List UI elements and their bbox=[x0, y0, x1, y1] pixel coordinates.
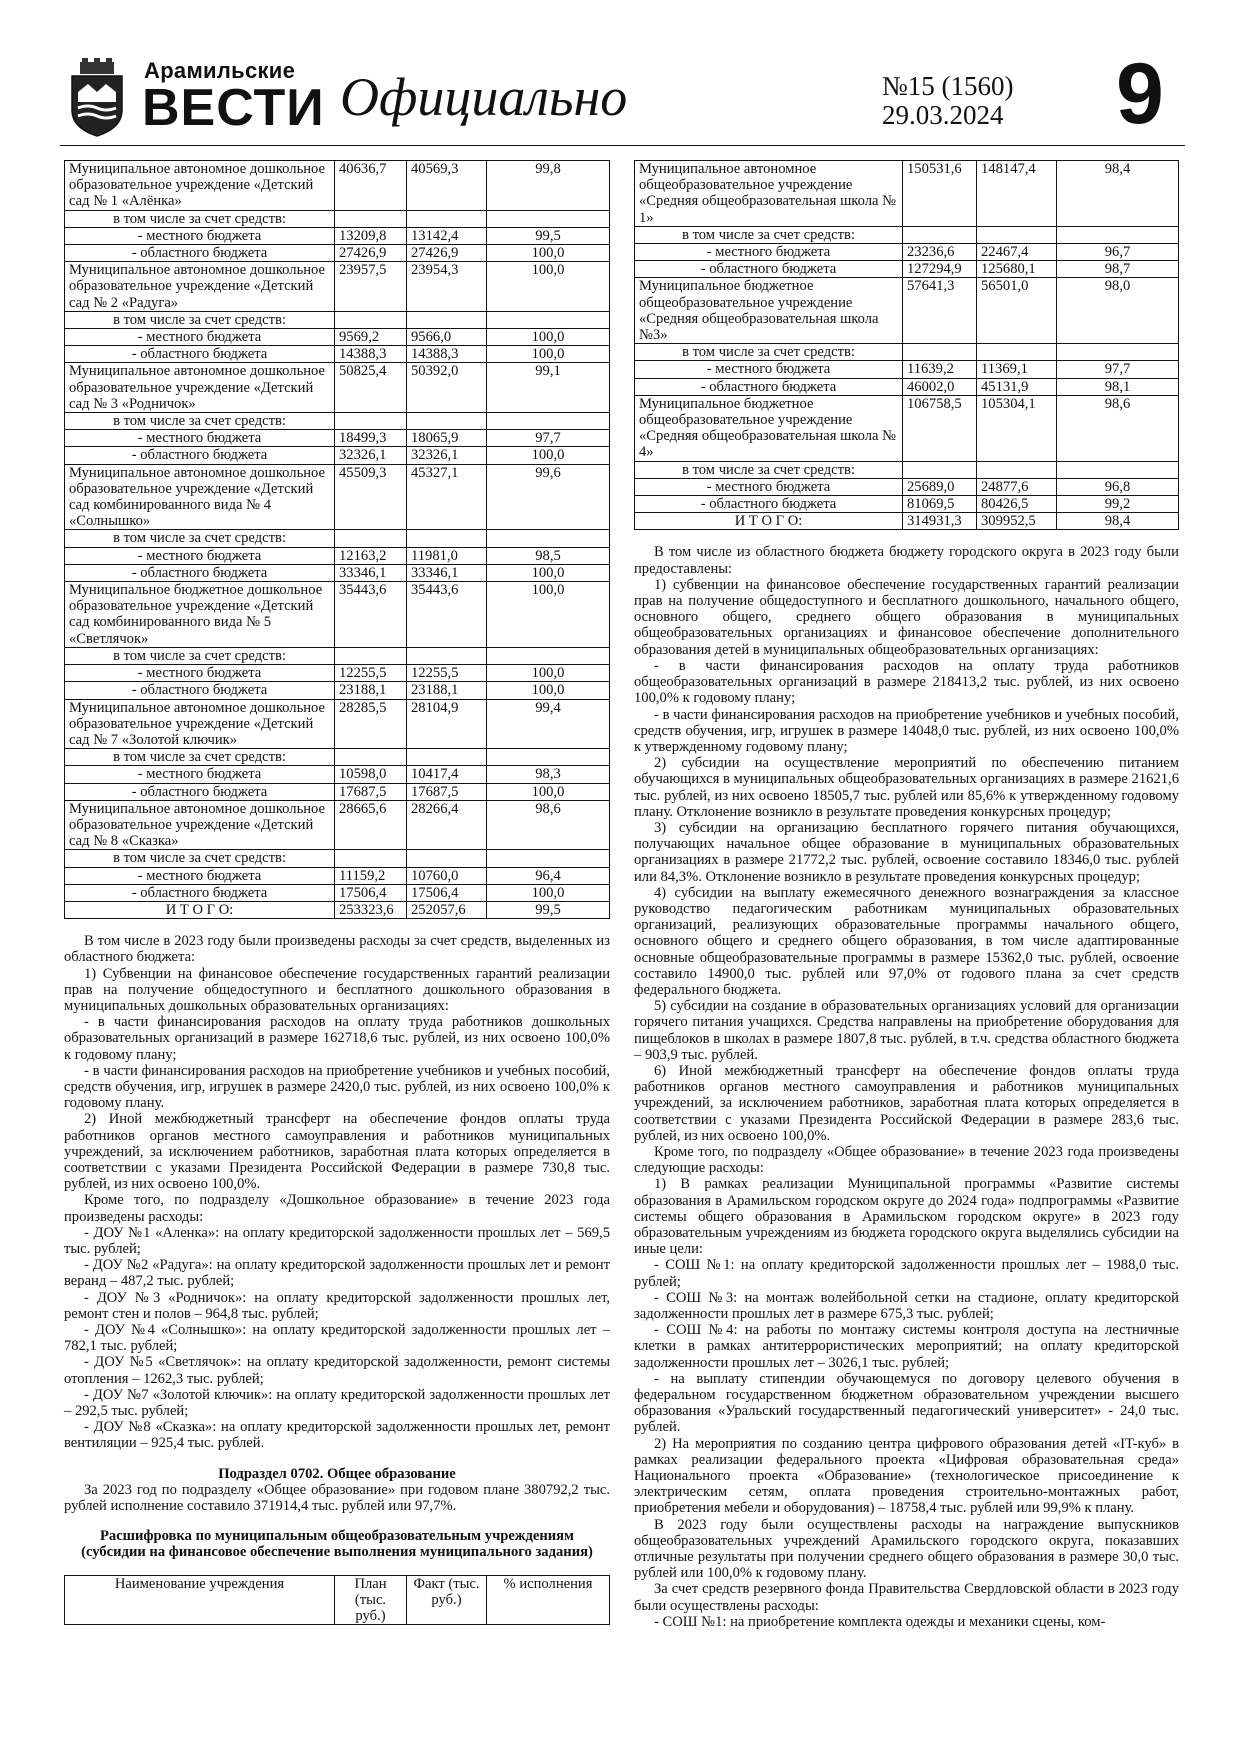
table-row bbox=[65, 329, 610, 346]
cell-fact: 28266,4 bbox=[407, 800, 487, 850]
cell-plan: 11639,2 bbox=[903, 361, 977, 378]
paragraph: В 2023 году были осуществлены расходы на награждение выпускников общеобразовательных учреждений Арамильского городского округа, показавших отличные результаты при получении среднего общего образования в размере 30,0 тыс. рублей или 100,0% к годовому плану. bbox=[634, 1516, 1179, 1582]
cell-percent: 100,0 bbox=[487, 564, 610, 581]
cell-percent bbox=[487, 850, 610, 867]
cell-plan: 10598,0 bbox=[335, 766, 407, 783]
cell-name: - областного бюджета bbox=[65, 884, 335, 901]
cell-plan: 9569,2 bbox=[335, 329, 407, 346]
spacer bbox=[64, 1452, 610, 1466]
cell-name: в том числе за счет средств: bbox=[65, 850, 335, 867]
cell-plan: 23188,1 bbox=[335, 682, 407, 699]
subheader-row bbox=[65, 210, 610, 227]
cell-name: - местного бюджета bbox=[65, 867, 335, 884]
cell-plan: 25689,0 bbox=[903, 478, 977, 495]
cell-plan: 17506,4 bbox=[335, 884, 407, 901]
subheader-row bbox=[635, 344, 1179, 361]
brand-main-label: ВЕСТИ bbox=[142, 79, 325, 137]
paragraph: Кроме того, по подразделу «Общее образование» в течение 2023 года произведены следующие расходы: bbox=[634, 1143, 1179, 1177]
cell-fact: 27426,9 bbox=[407, 245, 487, 262]
cell-percent: 100,0 bbox=[487, 682, 610, 699]
cell-percent: 96,7 bbox=[1057, 244, 1179, 261]
cell-fact: 14388,3 bbox=[407, 346, 487, 363]
cell-plan bbox=[903, 226, 977, 243]
paragraph: 3) субсидии на организацию бесплатного горячего питания обучающихся, получающих начальное общее образование в муниципальных образовательных организациях в размере 21772,2 тыс. рублей, освоение составило 18346,0 тыс. рублей или 84,3%. Отклонение возникло в результате проведения конкурсных процедур; bbox=[634, 819, 1179, 885]
table-row bbox=[65, 430, 610, 447]
cell-percent: 100,0 bbox=[487, 245, 610, 262]
paragraph: - ДОУ №5 «Светлячок»: на оплату кредиторской задолженности, ремонт системы отопления – 1262,3 тыс. рублей; bbox=[64, 1354, 610, 1387]
subsection-heading: Подраздел 0702. Общее образование bbox=[218, 1465, 456, 1482]
column-header-name: Наименование учреждения bbox=[65, 1575, 335, 1625]
cell-name: И Т О Г О: bbox=[65, 901, 335, 918]
cell-fact: 10760,0 bbox=[407, 867, 487, 884]
cell-percent: 99,2 bbox=[1057, 496, 1179, 513]
table-row bbox=[65, 867, 610, 884]
column-header-fact: Факт (тыс. руб.) bbox=[407, 1575, 487, 1625]
cell-name: Муниципальное бюджетное общеобразовательное учреждение «Средняя общеобразовательная школа № 4» bbox=[635, 395, 903, 461]
section-title: Официально bbox=[340, 67, 628, 127]
cell-name: Муниципальное автономное дошкольное образовательное учреждение «Детский сад № 2 «Радуга» bbox=[65, 262, 335, 312]
table-row bbox=[635, 496, 1179, 513]
cell-name: - местного бюджета bbox=[65, 766, 335, 783]
cell-plan: 17687,5 bbox=[335, 783, 407, 800]
paragraph: - ДОУ №4 «Солнышко»: на оплату кредиторской задолженности прошлых лет – 782,1 тыс. рублей; bbox=[64, 1322, 610, 1355]
cell-name: в том числе за счет средств: bbox=[65, 210, 335, 227]
table-row bbox=[65, 464, 610, 530]
paragraph: - в части финансирования расходов на оплату труда работников дошкольных образовательных организаций в размере 162718,6 тыс. рублей, из них освоено 100,0% к годовому плану; bbox=[64, 1014, 610, 1063]
cell-fact: 80426,5 bbox=[977, 496, 1057, 513]
cell-plan: 57641,3 bbox=[903, 278, 977, 344]
cell-name: - областного бюджета bbox=[65, 564, 335, 581]
cell-percent bbox=[487, 749, 610, 766]
table-row bbox=[65, 682, 610, 699]
table-row bbox=[65, 884, 610, 901]
paragraph: - СОШ №4: на работы по монтажу системы контроля доступа на лестничные клетки в рамках антитеррористических мероприятий; на оплату кредиторской задолженности прошлых лет – 3026,1 тыс. рублей; bbox=[634, 1322, 1179, 1371]
paragraph: 2) На мероприятия по созданию центра цифрового образования детей «IT-куб» в рамках реализации федерального проекта «Цифровая образовательная среда» Национального проекта «Образование» (технологическое присоединение к электрическим сетям, оплата проведения строительно-монтажных работ, приобретения мебели и оборудования) – 18758,4 тыс. рублей или 99,9% к плану. bbox=[634, 1435, 1179, 1517]
paragraph: 2) Иной межбюджетный трансферт на обеспечение фондов оплаты труда работников органов местного самоуправления и работников муниципальных учреждений, за исключением работников, заработная плата которых определяется в соответствии с указами Президента Российской Федерации в размере 730,8 тыс. рублей, из них освоено 100,0%. bbox=[64, 1111, 610, 1193]
cell-fact: 11981,0 bbox=[407, 547, 487, 564]
paragraph: - ДОУ №3 «Родничок»: на оплату кредиторской задолженности прошлых лет, ремонт стен и полов – 964,8 тыс. рублей; bbox=[64, 1289, 610, 1322]
cell-plan: 127294,9 bbox=[903, 261, 977, 278]
cell-percent: 100,0 bbox=[487, 329, 610, 346]
header-rule bbox=[60, 145, 1185, 146]
cell-name: И Т О Г О: bbox=[635, 513, 903, 530]
cell-fact: 45131,9 bbox=[977, 378, 1057, 395]
cell-fact: 10417,4 bbox=[407, 766, 487, 783]
cell-percent: 100,0 bbox=[487, 783, 610, 800]
cell-name: - местного бюджета bbox=[65, 547, 335, 564]
cell-fact bbox=[407, 647, 487, 664]
paragraph: - в части финансирования расходов на оплату труда работников общеобразовательных организаций в размере 218413,2 тыс. рублей, из них освоено 100,0% к годовому плану; bbox=[634, 657, 1179, 707]
cell-name: Муниципальное автономное дошкольное образовательное учреждение «Детский сад № 1 «Алёнка» bbox=[65, 161, 335, 211]
total-row bbox=[65, 901, 610, 918]
cell-fact: 22467,4 bbox=[977, 244, 1057, 261]
table-row bbox=[65, 161, 610, 211]
cell-fact: 18065,9 bbox=[407, 430, 487, 447]
cell-fact: 45327,1 bbox=[407, 464, 487, 530]
cell-percent bbox=[1057, 226, 1179, 243]
cell-name: Муниципальное автономное дошкольное образовательное учреждение «Детский сад № 7 «Золотой ключик» bbox=[65, 699, 335, 749]
cell-name: в том числе за счет средств: bbox=[65, 311, 335, 328]
table-row bbox=[65, 665, 610, 682]
cell-percent: 98,6 bbox=[487, 800, 610, 850]
table-row bbox=[635, 478, 1179, 495]
cell-fact: 148147,4 bbox=[977, 161, 1057, 227]
subheader-row bbox=[65, 749, 610, 766]
cell-percent bbox=[487, 210, 610, 227]
school-budget-table bbox=[634, 160, 1179, 530]
subheader-row bbox=[65, 850, 610, 867]
table-row bbox=[65, 699, 610, 749]
paragraph: В том числе в 2023 году были произведены расходы за счет средств, выделенных из областного бюджета: bbox=[64, 933, 610, 966]
table-row bbox=[635, 278, 1179, 344]
cell-fact: 32326,1 bbox=[407, 447, 487, 464]
cell-fact bbox=[407, 530, 487, 547]
cell-name: - местного бюджета bbox=[65, 665, 335, 682]
cell-plan: 40636,7 bbox=[335, 161, 407, 211]
cell-name: - областного бюджета bbox=[635, 496, 903, 513]
cell-percent: 98,3 bbox=[487, 766, 610, 783]
cell-plan bbox=[335, 413, 407, 430]
cell-fact: 56501,0 bbox=[977, 278, 1057, 344]
paragraph: - СОШ №1: на оплату кредиторской задолженности прошлых лет – 1988,0 тыс. рублей; bbox=[634, 1257, 1179, 1290]
cell-plan: 12163,2 bbox=[335, 547, 407, 564]
cell-fact: 11369,1 bbox=[977, 361, 1057, 378]
cell-plan: 27426,9 bbox=[335, 245, 407, 262]
paragraph: 1) В рамках реализации Муниципальной программы «Развитие системы образования в Арамильском городском округе до 2024 года» подпрограммы «Развитие системы общего образования в Арамильском городском округе» в 2023 году образовательным учреждениям из бюджета городского округа выделялись субсидии на иные цели: bbox=[634, 1176, 1179, 1258]
cell-percent: 100,0 bbox=[487, 665, 610, 682]
cell-plan bbox=[903, 344, 977, 361]
cell-fact: 12255,5 bbox=[407, 665, 487, 682]
cell-fact: 23188,1 bbox=[407, 682, 487, 699]
cell-percent: 99,6 bbox=[487, 464, 610, 530]
cell-fact: 28104,9 bbox=[407, 699, 487, 749]
cell-percent bbox=[487, 530, 610, 547]
cell-plan: 23957,5 bbox=[335, 262, 407, 312]
paragraph: 5) субсидии на создание в образовательных организациях условий для организации горячего питания учащихся. Средства направлены на приобретение оборудования для пищеблоков в школах в размере 1807,8 тыс. рублей, в т.ч. средства областного бюджета – 903,9 тыс. рублей. bbox=[634, 998, 1179, 1063]
cell-percent: 99,5 bbox=[487, 227, 610, 244]
cell-percent: 97,7 bbox=[1057, 361, 1179, 378]
cell-plan bbox=[335, 530, 407, 547]
cell-plan: 32326,1 bbox=[335, 447, 407, 464]
cell-fact: 105304,1 bbox=[977, 395, 1057, 461]
spacer bbox=[634, 530, 1179, 544]
cell-name: - областного бюджета bbox=[635, 378, 903, 395]
cell-name: в том числе за счет средств: bbox=[635, 226, 903, 243]
paragraph: - ДОУ №8 «Сказка»: на оплату кредиторской задолженности прошлых лет, ремонт вентиляции – 925,4 тыс. рублей. bbox=[64, 1419, 610, 1452]
preschool-table-body bbox=[65, 161, 610, 919]
right-column bbox=[634, 160, 1179, 1630]
cell-name: - местного бюджета bbox=[65, 329, 335, 346]
table-row bbox=[65, 766, 610, 783]
cell-name: - областного бюджета bbox=[65, 447, 335, 464]
issue-number: №15 (1560) bbox=[882, 71, 1014, 101]
cell-percent: 96,8 bbox=[1057, 478, 1179, 495]
cell-name: - областного бюджета bbox=[65, 346, 335, 363]
cell-plan: 28665,6 bbox=[335, 800, 407, 850]
cell-plan: 81069,5 bbox=[903, 496, 977, 513]
subheader-row bbox=[635, 461, 1179, 478]
cell-percent: 100,0 bbox=[487, 582, 610, 648]
table-subheading: (субсидии на финансовое обеспечение выполнения муниципального задания) bbox=[81, 1544, 593, 1561]
cell-plan bbox=[903, 461, 977, 478]
cell-fact bbox=[407, 850, 487, 867]
cell-name: в том числе за счет средств: bbox=[65, 749, 335, 766]
cell-name: - областного бюджета bbox=[65, 682, 335, 699]
cell-plan: 50825,4 bbox=[335, 363, 407, 413]
cell-percent: 100,0 bbox=[487, 884, 610, 901]
cell-percent: 99,8 bbox=[487, 161, 610, 211]
cell-plan: 45509,3 bbox=[335, 464, 407, 530]
column-header-plan: План (тыс. руб.) bbox=[335, 1575, 407, 1625]
table-row bbox=[65, 447, 610, 464]
table-row bbox=[65, 346, 610, 363]
cell-percent bbox=[487, 311, 610, 328]
table-row bbox=[635, 378, 1179, 395]
cell-percent bbox=[1057, 461, 1179, 478]
cell-name: - областного бюджета bbox=[65, 783, 335, 800]
paragraph: - ДОУ №1 «Аленка»: на оплату кредиторской задолженности прошлых лет – 569,5 тыс. рублей; bbox=[64, 1224, 610, 1257]
masthead bbox=[60, 48, 1185, 146]
cell-name: Муниципальное автономное дошкольное образовательное учреждение «Детский сад комбинированного вида № 4 «Солнышко» bbox=[65, 464, 335, 530]
school-table-header bbox=[64, 1575, 610, 1626]
cell-percent bbox=[1057, 344, 1179, 361]
cell-percent: 99,1 bbox=[487, 363, 610, 413]
cell-fact: 17687,5 bbox=[407, 783, 487, 800]
left-column bbox=[64, 160, 610, 1625]
cell-name: - областного бюджета bbox=[65, 245, 335, 262]
cell-name: в том числе за счет средств: bbox=[635, 344, 903, 361]
cell-fact bbox=[407, 311, 487, 328]
cell-percent: 98,6 bbox=[1057, 395, 1179, 461]
cell-name: - местного бюджета bbox=[635, 244, 903, 261]
cell-percent bbox=[487, 413, 610, 430]
cell-fact bbox=[407, 749, 487, 766]
spacer bbox=[64, 1514, 610, 1528]
paragraph: 6) Иной межбюджетный трансферт на обеспечение фондов оплаты труда работников органов местного самоуправления и работников муниципальных учреждений, за исключением работников, заработная плата которых определяется в соответствии с указами Президента Российской Федерации в размере 283,6 тыс. рублей, из них освоено 100,0%. bbox=[634, 1062, 1179, 1144]
table-row bbox=[635, 261, 1179, 278]
table-row bbox=[65, 564, 610, 581]
cell-name: - местного бюджета bbox=[65, 227, 335, 244]
cell-name: в том числе за счет средств: bbox=[65, 647, 335, 664]
cell-name: Муниципальное автономное дошкольное образовательное учреждение «Детский сад № 3 «Родничок» bbox=[65, 363, 335, 413]
brand-top-label: Арамильские bbox=[144, 58, 296, 83]
table-row bbox=[65, 582, 610, 648]
cell-percent: 98,5 bbox=[487, 547, 610, 564]
cell-fact: 33346,1 bbox=[407, 564, 487, 581]
cell-plan: 13209,8 bbox=[335, 227, 407, 244]
paragraph: 1) Субвенции на финансовое обеспечение государственных гарантий реализации прав на получение общедоступного и бесплатного дошкольного образования в муниципальных дошкольных образовательных организациях: bbox=[64, 965, 610, 1014]
paragraph: Кроме того, по подразделу «Дошкольное образование» в течение 2023 года произведены расходы: bbox=[64, 1192, 610, 1225]
cell-fact bbox=[407, 413, 487, 430]
table-row bbox=[65, 245, 610, 262]
cell-percent: 99,4 bbox=[487, 699, 610, 749]
table-heading: Расшифровка по муниципальным общеобразовательным учреждениям bbox=[99, 1528, 574, 1545]
cell-name: - местного бюджета bbox=[635, 361, 903, 378]
issue-date: 29.03.2024 bbox=[882, 100, 1004, 130]
subheader-row bbox=[65, 530, 610, 547]
cell-fact: 13142,4 bbox=[407, 227, 487, 244]
cell-name: - областного бюджета bbox=[635, 261, 903, 278]
cell-fact: 23954,3 bbox=[407, 262, 487, 312]
cell-fact: 24877,6 bbox=[977, 478, 1057, 495]
cell-fact bbox=[407, 210, 487, 227]
table-row bbox=[635, 395, 1179, 461]
paragraph: В том числе из областного бюджета бюджету городского округа в 2023 году были предоставлены: bbox=[634, 544, 1179, 577]
preschool-budget-table bbox=[64, 160, 610, 919]
table-row bbox=[65, 363, 610, 413]
spacer bbox=[64, 1561, 610, 1575]
paragraph: - в части финансирования расходов на приобретение учебников и учебных пособий, средств обучения, игр, игрушек в размере 2420,0 тыс. рублей, из них освоено 100,0% к годовому плану. bbox=[64, 1062, 610, 1112]
cell-fact bbox=[977, 344, 1057, 361]
subheader-row bbox=[65, 647, 610, 664]
cell-fact bbox=[977, 226, 1057, 243]
cell-percent: 97,7 bbox=[487, 430, 610, 447]
cell-fact bbox=[977, 461, 1057, 478]
spacer bbox=[64, 919, 610, 933]
table-row bbox=[635, 361, 1179, 378]
paragraph: - на выплату стипендии обучающемуся по договору целевого обучения в федеральном государственном бюджетном образовательном учреждении высшего образования «Уральский государственный педагогический университет» - 24,0 тыс. рублей. bbox=[634, 1370, 1179, 1436]
table-row bbox=[65, 800, 610, 850]
cell-plan: 253323,6 bbox=[335, 901, 407, 918]
cell-plan: 14388,3 bbox=[335, 346, 407, 363]
subheader-row bbox=[635, 226, 1179, 243]
table-header-row bbox=[65, 1575, 610, 1625]
paragraph: За счет средств резервного фонда Правительства Свердловской области в 2023 году были осуществлены расходы: bbox=[634, 1581, 1179, 1614]
cell-name: Муниципальное бюджетное общеобразовательное учреждение «Средняя общеобразовательная школа №3» bbox=[635, 278, 903, 344]
subheader-row bbox=[65, 413, 610, 430]
cell-plan: 23236,6 bbox=[903, 244, 977, 261]
table-row bbox=[65, 783, 610, 800]
cell-percent: 98,4 bbox=[1057, 161, 1179, 227]
table-row bbox=[635, 244, 1179, 261]
cell-name: в том числе за счет средств: bbox=[65, 413, 335, 430]
cell-name: - местного бюджета bbox=[635, 478, 903, 495]
cell-plan: 106758,5 bbox=[903, 395, 977, 461]
cell-name: Муниципальное автономное дошкольное образовательное учреждение «Детский сад № 8 «Сказка» bbox=[65, 800, 335, 850]
paragraph: За 2023 год по подразделу «Общее образование» при годовом плане 380792,2 тыс. рублей исполнение составило 371914,4 тыс. рублей или 97,7%. bbox=[64, 1481, 610, 1515]
cell-plan bbox=[335, 210, 407, 227]
cell-name: в том числе за счет средств: bbox=[65, 530, 335, 547]
issue-info bbox=[882, 72, 1014, 130]
cell-name: Муниципальное автономное общеобразовательное учреждение «Средняя общеобразовательная школа № 1» bbox=[635, 161, 903, 227]
cell-percent: 100,0 bbox=[487, 262, 610, 312]
paragraph: 1) субвенции на финансовое обеспечение государственных гарантий реализации прав на получение общедоступного и бесплатного дошкольного, начального общего, основного общего, среднего общего образования в муниципальных общеобразовательных организациях и финансовое обеспечение дополнительного образования детей в муниципальных общеобразовательных организациях: bbox=[634, 576, 1179, 658]
table-row bbox=[65, 227, 610, 244]
cell-fact: 50392,0 bbox=[407, 363, 487, 413]
page-number: 9 bbox=[1116, 46, 1164, 142]
table-row bbox=[635, 161, 1179, 227]
cell-plan: 35443,6 bbox=[335, 582, 407, 648]
cell-percent bbox=[487, 647, 610, 664]
cell-fact: 309952,5 bbox=[977, 513, 1057, 530]
cell-plan: 28285,5 bbox=[335, 699, 407, 749]
column-header-pct: % исполнения bbox=[487, 1575, 610, 1625]
cell-percent: 98,1 bbox=[1057, 378, 1179, 395]
paragraph: - СОШ №3: на монтаж волейбольной сетки на стадионе, оплату кредиторской задолженности прошлых лет в размере 675,3 тыс. рублей; bbox=[634, 1289, 1179, 1323]
cell-fact: 40569,3 bbox=[407, 161, 487, 211]
cell-plan bbox=[335, 749, 407, 766]
paragraph: - СОШ №1: на приобретение комплекта одежды и механики сцены, ком- bbox=[654, 1613, 1106, 1630]
cell-percent: 99,5 bbox=[487, 901, 610, 918]
paragraph: - в части финансирования расходов на приобретение учебников и учебных пособий, средств обучения, игр, игрушек в размере 14048,0 тыс. рублей, из них освоено 100,0% к утвержденному годовому плану; bbox=[634, 706, 1179, 755]
cell-plan bbox=[335, 850, 407, 867]
cell-plan: 18499,3 bbox=[335, 430, 407, 447]
cell-plan: 150531,6 bbox=[903, 161, 977, 227]
cell-percent: 98,4 bbox=[1057, 513, 1179, 530]
cell-fact: 125680,1 bbox=[977, 261, 1057, 278]
cell-percent: 100,0 bbox=[487, 346, 610, 363]
cell-plan: 314931,3 bbox=[903, 513, 977, 530]
cell-fact: 252057,6 bbox=[407, 901, 487, 918]
total-row bbox=[635, 513, 1179, 530]
cell-plan: 12255,5 bbox=[335, 665, 407, 682]
cell-name: Муниципальное бюджетное дошкольное образовательное учреждение «Детский сад комбинированного вида № 5 «Светлячок» bbox=[65, 582, 335, 648]
paragraph: - ДОУ №7 «Золотой ключик»: на оплату кредиторской задолженности прошлых лет – 292,5 тыс. рублей; bbox=[64, 1386, 610, 1420]
cell-plan bbox=[335, 647, 407, 664]
subheader-row bbox=[65, 311, 610, 328]
cell-percent: 98,0 bbox=[1057, 278, 1179, 344]
cell-percent: 100,0 bbox=[487, 447, 610, 464]
paragraph: 2) субсидии на осуществление мероприятий по обеспечению питанием обучающихся в муниципальных общеобразовательных организациях в размере 21621,6 тыс. рублей, из них освоено 18505,7 тыс. рублей или 85,6% к утвержденному годовому плану. Отклонение возникло в результате проведения конкурсных процедур; bbox=[634, 755, 1179, 820]
cell-name: - местного бюджета bbox=[65, 430, 335, 447]
cell-fact: 17506,4 bbox=[407, 884, 487, 901]
cell-fact: 9566,0 bbox=[407, 329, 487, 346]
table-row bbox=[65, 262, 610, 312]
cell-name: в том числе за счет средств: bbox=[635, 461, 903, 478]
cell-percent: 96,4 bbox=[487, 867, 610, 884]
cell-fact: 35443,6 bbox=[407, 582, 487, 648]
paragraph: - ДОУ №2 «Радуга»: на оплату кредиторской задолженности прошлых лет и ремонт веранд – 487,2 тыс. рублей; bbox=[64, 1257, 610, 1290]
cell-percent: 98,7 bbox=[1057, 261, 1179, 278]
school-table-body bbox=[635, 161, 1179, 530]
table-row bbox=[65, 547, 610, 564]
cell-plan: 11159,2 bbox=[335, 867, 407, 884]
paragraph: 4) субсидии на выплату ежемесячного денежного вознаграждения за классное руководство педагогическим работникам муниципальных образовательных организаций, реализующих образовательные программы начального общего, основного общего и среднего общего образования, в том числе адаптированные основные общеобразовательные программы в размере 15362,0 тыс. рублей, освоение составило 14900,0 тыс. рублей или 97,0% от годового плана за счет средств федерального бюджета. bbox=[634, 884, 1179, 998]
cell-plan: 46002,0 bbox=[903, 378, 977, 395]
coat-of-arms-icon bbox=[66, 58, 128, 138]
cell-plan bbox=[335, 311, 407, 328]
cell-plan: 33346,1 bbox=[335, 564, 407, 581]
